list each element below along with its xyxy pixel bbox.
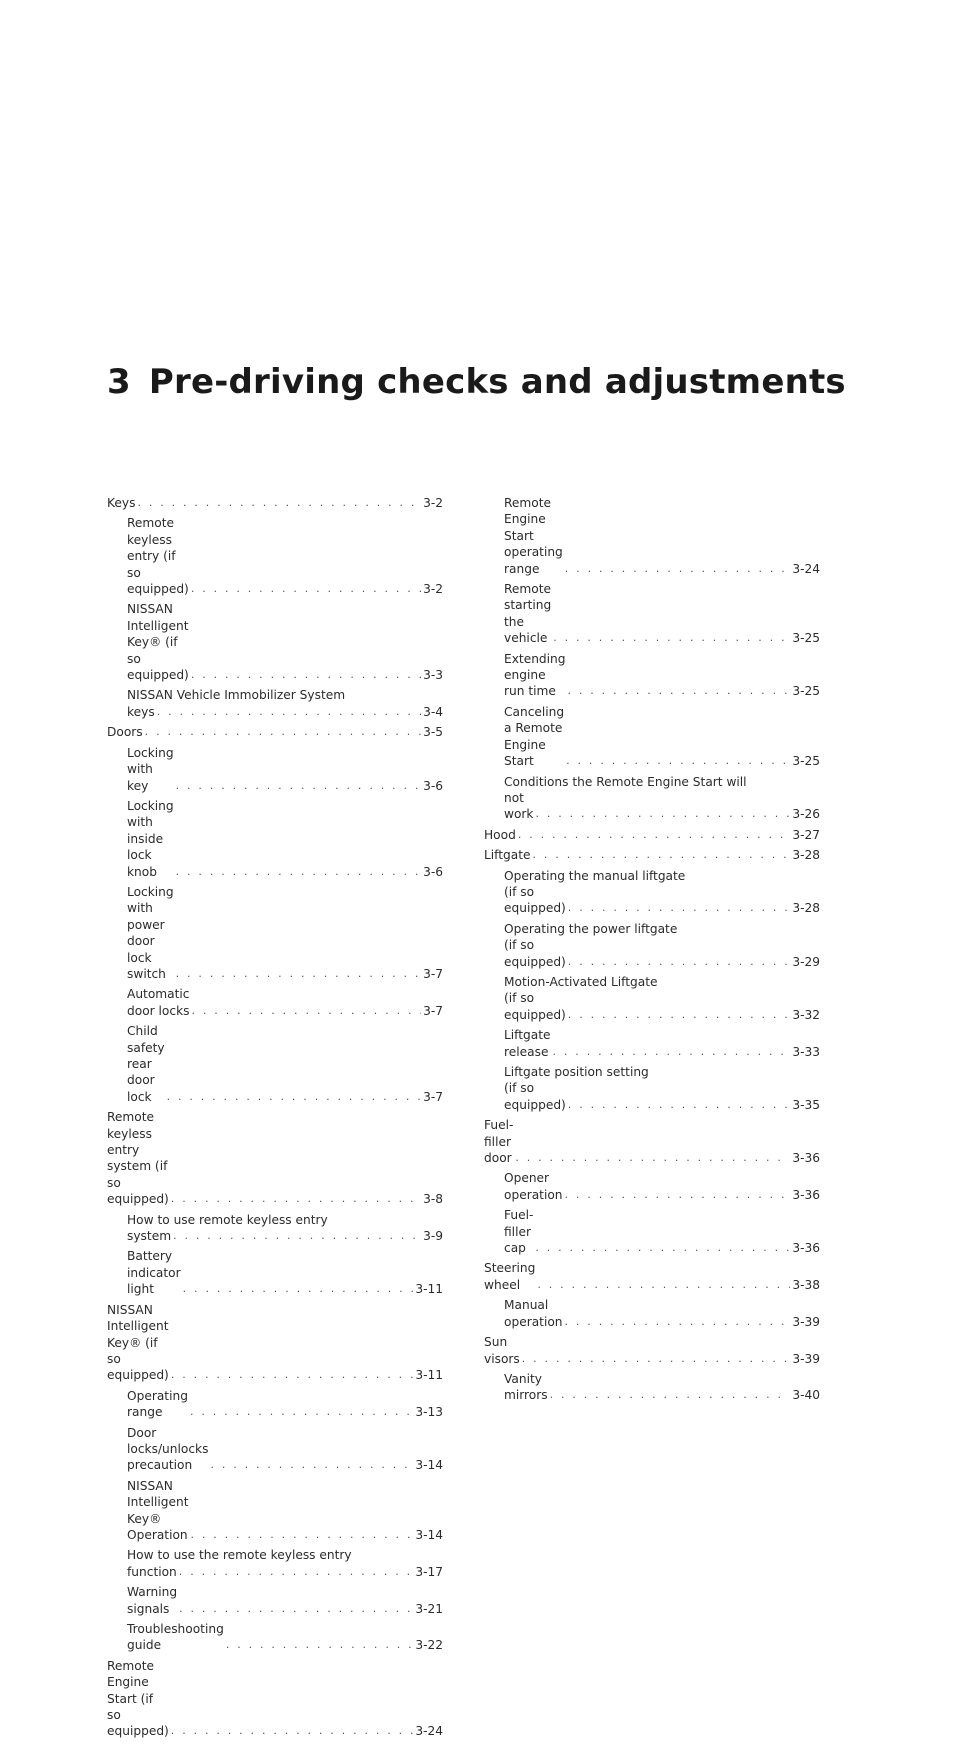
toc-entry-title: Liftgate position setting [504,1065,649,1079]
dot-leader [137,495,421,511]
toc-right-column [484,495,820,1408]
toc-entry-page: 3-13 [415,1405,443,1420]
toc-entry[interactable] [107,986,443,1019]
toc-entry-title: How to use the remote keyless entry [127,1548,352,1563]
toc-entry-title: Battery indicator light [127,1249,181,1297]
toc-entry-title: Opener operation [504,1171,563,1202]
dot-leader [171,1367,414,1383]
toc-entry-title: Doors [107,725,143,740]
dot-leader [192,1003,422,1019]
toc-entry-page: 3-5 [423,725,443,740]
toc-entry-title: Warning signals [127,1585,178,1616]
toc-entry-page: 3-7 [423,966,443,981]
dot-leader [167,1089,422,1105]
toc-entry-title: Liftgate [484,848,531,863]
dot-leader [190,1527,413,1543]
toc-entry[interactable] [484,1064,820,1113]
toc-entry[interactable] [484,974,820,1023]
dot-leader [171,1191,421,1207]
toc-left-column [107,495,443,1744]
toc-entry-title: keys [127,704,155,719]
toc-entry[interactable] [107,1109,443,1207]
toc-entry[interactable] [484,1371,820,1404]
toc-entry-title: Remote keyless entry (if so equipped) [127,516,189,597]
dot-leader [518,827,791,843]
toc-entry[interactable] [484,1117,820,1166]
dot-leader [553,630,790,646]
toc-entry[interactable] [107,884,443,982]
dot-leader [568,1097,791,1113]
dot-leader [515,1150,790,1166]
dot-leader [522,1351,791,1367]
toc-entry-title: NISSAN Vehicle Immobilizer System [127,688,346,703]
toc-entry-title: (if so equipped) [504,938,566,969]
toc-entry[interactable] [107,1658,443,1740]
toc-entry-title: (if so equipped) [504,884,566,916]
toc-entry-page: 3-14 [415,1527,443,1542]
toc-entry[interactable] [107,745,443,794]
toc-entry-title: Manual operation [504,1298,563,1329]
toc-entry[interactable] [484,1297,820,1330]
toc-entry-page: 3-32 [792,1007,820,1022]
toc-entry-title: NISSAN Intelligent Key® Operation [127,1478,189,1542]
toc-entry-page: 3-17 [415,1564,443,1579]
toc-entry-title: Automatic door locks [127,987,190,1018]
toc-entry-title: function [127,1564,177,1579]
dot-leader [157,704,421,720]
toc-entry-title: not work [504,790,534,822]
toc-entry-title: NISSAN Intelligent Key® (if so equipped) [107,1302,169,1383]
dot-leader [537,1277,790,1293]
toc-entry-page: 3-9 [423,1229,443,1244]
toc-entry-title: Conditions the Remote Engine Start will [504,774,747,789]
toc-entry-page: 3-25 [792,684,820,699]
toc-entry[interactable] [484,1027,820,1060]
toc-entry-page: 3-35 [792,1097,820,1112]
toc-entry-title: Remote Engine Start (if so equipped) [107,1658,169,1739]
dot-leader [176,966,421,982]
dot-leader [550,1387,791,1403]
toc-entry-title: How to use remote keyless entry [127,1212,328,1227]
toc-entry[interactable] [484,1207,820,1256]
toc-entry-title: Locking with power door lock switch [127,884,174,981]
toc-entry-page: 3-33 [792,1044,820,1059]
toc-entry-title: Locking with inside lock knob [127,798,174,879]
toc-entry-title: Keys [107,496,136,510]
toc-entry-title: Vanity mirrors [504,1371,548,1403]
toc-entry-title: Operating the power liftgate [504,921,678,936]
toc-entry-page: 3-2 [423,582,443,597]
toc-entry-page: 3-6 [423,864,443,879]
toc-entry-page: 3-39 [792,1314,820,1329]
toc-entry-page: 3-7 [423,1003,443,1018]
toc-entry[interactable] [484,495,820,577]
toc-entry[interactable] [484,827,820,843]
toc-entry-title: Steering wheel [484,1261,536,1292]
chapter-title [107,357,846,407]
dot-leader [568,900,791,916]
toc-entry[interactable] [107,1023,443,1105]
toc-entry-page: 3-2 [423,496,443,510]
toc-entry[interactable] [107,1547,443,1580]
toc-entry-title: Extending engine run time [504,651,566,699]
dot-leader [565,561,791,577]
dot-leader [176,864,421,880]
toc-entry[interactable] [107,1621,443,1654]
dot-leader [176,778,421,794]
dot-leader [568,954,791,970]
dot-leader [191,581,421,597]
toc-entry-title: Remote Engine Start operating range [504,496,563,576]
toc-entry[interactable] [107,1584,443,1617]
toc-entry-page: 3-39 [792,1351,820,1366]
toc-entry-title: (if so equipped) [504,1081,566,1112]
toc-entry-title: Troubleshooting guide [127,1622,224,1653]
toc-entry[interactable] [107,495,443,511]
dot-leader [565,1314,791,1330]
toc-entry-page: 3-36 [792,1187,820,1202]
dot-leader [210,1457,413,1473]
toc-entry[interactable] [107,1248,443,1297]
dot-leader [568,1007,791,1023]
toc-entry[interactable] [107,515,443,597]
dot-leader [568,683,791,699]
toc-entry-title: Door locks/unlocks precaution [127,1425,209,1473]
toc-entry-page: 3-4 [423,704,443,719]
toc-entry-title: Operating the manual liftgate [504,868,686,883]
toc-entry-page: 3-36 [792,1241,820,1256]
toc-entry-page: 3-3 [423,668,443,683]
toc-entry-title: Child safety rear door lock [127,1024,165,1104]
dot-leader [553,1044,791,1060]
toc-entry-title: Liftgate release [504,1028,551,1059]
toc-entry[interactable] [484,774,820,823]
toc-entry-page: 3-14 [415,1458,443,1473]
toc-entry[interactable] [107,601,443,683]
toc-entry-page: 3-28 [792,848,820,863]
toc-entry[interactable] [107,724,443,740]
dot-leader [179,1601,413,1617]
toc-entry-title: NISSAN Intelligent Key® (if so equipped) [127,602,189,683]
toc-entry-title: Sun visors [484,1335,520,1366]
toc-entry-page: 3-25 [792,631,820,646]
toc-entry[interactable] [484,1334,820,1367]
toc-entry-page: 3-40 [792,1388,820,1403]
dot-leader [533,847,791,863]
dot-leader [179,1564,414,1580]
toc-entry-title: Operating range [127,1388,188,1420]
toc-entry[interactable] [107,1388,443,1421]
toc-entry[interactable] [107,1302,443,1384]
toc-entry-page: 3-24 [415,1724,443,1739]
toc-entry-page: 3-8 [423,1192,443,1207]
toc-entry-page: 3-28 [792,901,820,916]
toc-entry[interactable] [107,1212,443,1245]
dot-leader [565,1187,791,1203]
toc-entry[interactable] [484,868,820,917]
toc-entry-page: 3-22 [415,1638,443,1653]
toc-entry[interactable] [484,704,820,770]
toc-entry-title: Fuel-filler door [484,1118,514,1166]
toc-entry-title: Hood [484,827,516,842]
toc-entry[interactable] [484,1260,820,1293]
toc-entry-page: 3-25 [792,754,820,769]
toc-entry-page: 3-36 [792,1151,820,1166]
toc-entry[interactable] [107,687,443,720]
dot-leader [191,667,421,683]
toc-entry-title: Motion-Activated Liftgate [504,974,658,989]
toc-entry-page: 3-24 [792,561,820,576]
dot-leader [173,1228,421,1244]
toc-entry[interactable] [107,1478,443,1544]
toc-entry-title: Locking with key [127,745,174,793]
toc-entry-page: 3-21 [415,1601,443,1616]
dot-leader [535,1240,790,1256]
dot-leader [535,806,790,822]
toc-entry-page: 3-11 [415,1368,443,1383]
toc-entry[interactable] [484,581,820,647]
dot-leader [171,1723,414,1739]
chapter-number: 3 [107,362,131,402]
toc-entry-page: 3-29 [792,954,820,969]
toc-entry[interactable] [107,1425,443,1474]
toc-entry[interactable] [484,921,820,970]
dot-leader [566,753,790,769]
toc-entry-title: Canceling a Remote Engine Start [504,704,565,769]
dot-leader [145,724,421,740]
dot-leader [183,1281,414,1297]
toc-entry-title: (if so equipped) [504,991,566,1022]
toc-entry[interactable] [107,798,443,880]
toc-entry-page: 3-11 [415,1282,443,1297]
toc-entry[interactable] [484,847,820,863]
toc-entry-page: 3-38 [792,1277,820,1292]
toc-entry[interactable] [484,651,820,700]
toc-entry-page: 3-7 [423,1089,443,1104]
toc-entry[interactable] [484,1170,820,1203]
toc-entry-title: Fuel-filler cap [504,1208,534,1256]
toc-entry-page: 3-26 [792,807,820,822]
toc-entry-title: Remote keyless entry system (if so equipped) [107,1110,169,1207]
toc-entry-page: 3-6 [423,778,443,793]
toc-entry-title: system [127,1229,172,1244]
dot-leader [226,1637,414,1653]
chapter-title-text: Pre-driving checks and adjustments [148,362,846,402]
toc-entry-title: Remote starting the vehicle [504,582,552,646]
dot-leader [190,1404,413,1420]
toc-entry-page: 3-27 [792,827,820,842]
